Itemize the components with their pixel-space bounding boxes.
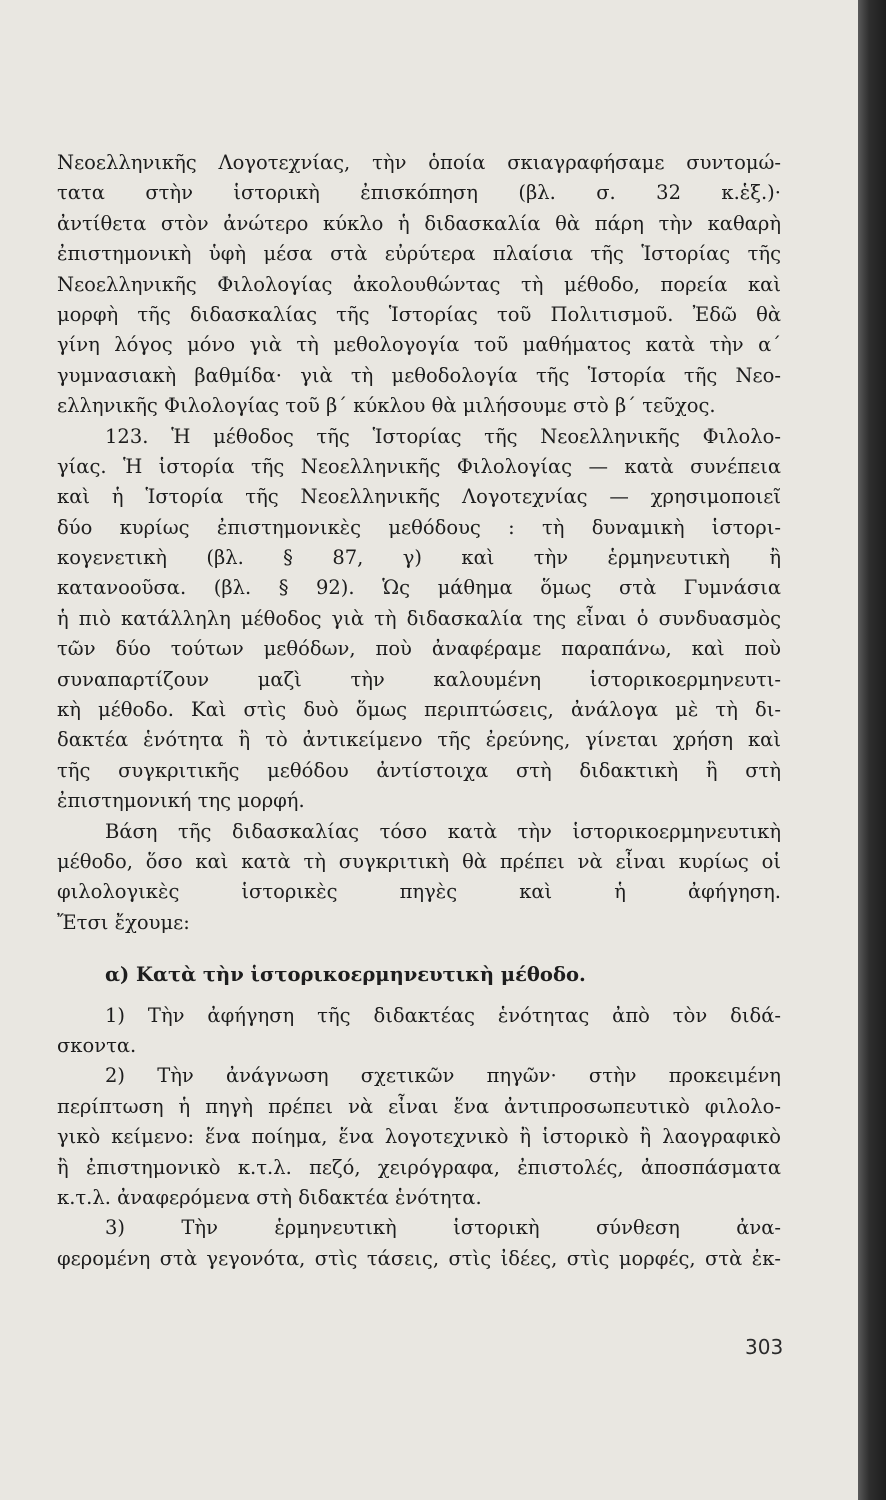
text-line: γίας. Ἡ ἱστορία τῆς Νεοελληνικῆς Φιλολογίας — κατὰ συνέπεια [57, 454, 781, 478]
page-text [57, 148, 781, 1274]
text-line: Νεοελληνικῆς Φιλολογίας ἀκολουθώντας τὴ μέθοδο, πορεία καὶ [57, 272, 781, 296]
text-line: καὶ ἡ Ἱστορία τῆς Νεοελληνικῆς Λογοτεχνίας — χρησιμοποιεῖ [57, 485, 781, 509]
text-line: κὴ μέθοδο. Καὶ στὶς δυὸ ὅμως περιπτώσεις, ἀνάλογα μὲ τὴ δι- [57, 698, 781, 722]
text-line: ἡ πιὸ κατάλληλη μέθοδος γιὰ τὴ διδασκαλία της εἶναι ὁ συνδυασμὸς [57, 606, 781, 630]
section-heading-line: 123. Ἡ μέθοδος τῆς Ἱστορίας τῆς Νεοελληνικῆς Φιλολο- [105, 424, 781, 448]
text-line: μορφὴ τῆς διδασκαλίας τῆς Ἱστορίας τοῦ Πολιτισμοῦ. Ἐδῶ θὰ [57, 302, 781, 326]
text-line: 2) Τὴν ἀνάγνωση σχετικῶν πηγῶν· στὴν προκειμένη [105, 1064, 781, 1088]
text-line: ἐπιστημονική της μορφή. [57, 789, 305, 813]
text-line: ἢ ἐπιστημονικὸ κ.τ.λ. πεζό, χειρόγραφα, ἐπιστολές, ἀποσπάσματα [57, 1155, 781, 1179]
text-line: 3) Τὴν ἑρμηνευτικὴ ἱστορικὴ σύνθεση ἀνα- [105, 1216, 781, 1240]
text-line: τῆς συγκριτικῆς μεθόδου ἀντίστοιχα στὴ διδακτικὴ ἢ στὴ [57, 758, 781, 782]
text-line: δακτέα ἑνότητα ἢ τὸ ἀντικείμενο τῆς ἐρεύνης, γίνεται χρήση καὶ [57, 728, 781, 752]
text-line: δύο κυρίως ἐπιστημονικὲς μεθόδους : τὴ δυναμικὴ ἱστορι- [57, 515, 781, 539]
text-line: 1) Τὴν ἀφήγηση τῆς διδακτέας ἑνότητας ἀπὸ τὸν διδά- [105, 1003, 781, 1027]
text-line: ἐπιστημονικὴ ὑφὴ μέσα στὰ εὐρύτερα πλαίσια τῆς Ἱστορίας τῆς [57, 242, 781, 266]
text-line: ἀντίθετα στὸν ἀνώτερο κύκλο ἡ διδασκαλία θὰ πάρη τὴν καθαρὴ [57, 211, 781, 235]
text-line: σκοντα. [57, 1033, 137, 1057]
text-line: κογενετικὴ (βλ. § 87, γ) καὶ τὴν ἑρμηνευτικὴ ἢ [57, 546, 781, 570]
text-line: περίπτωση ἡ πηγὴ πρέπει νὰ εἶναι ἕνα ἀντιπροσωπευτικὸ φιλολο- [57, 1094, 781, 1118]
text-line: μέθοδο, ὅσο καὶ κατὰ τὴ συγκριτικὴ θὰ πρέπει νὰ εἶναι κυρίως οἱ [57, 849, 781, 873]
text-line: ελληνικῆς Φιλολογίας τοῦ β´ κύκλου θὰ μιλήσουμε στὸ β´ τεῦχος. [57, 394, 716, 418]
text-line: Νεοελληνικῆς Λογοτεχνίας, τὴν ὁποία σκιαγραφήσαμε συντομώ- [57, 151, 781, 174]
subsection-heading [57, 960, 781, 990]
text-line: φιλολογικὲς ἱστορικὲς πηγὲς καὶ ἡ ἀφήγηση. [57, 880, 781, 904]
text-line: γικὸ κείμενο: ἕνα ποίημα, ἕνα λογοτεχνικὸ ἢ ἱστορικὸ ἢ λαογραφικὸ [57, 1125, 781, 1149]
text-line: κατανοοῦσα. (βλ. § 92). Ὡς μάθημα ὅμως στὰ Γυμνάσια [57, 576, 781, 600]
text-line: γυμνασιακὴ βαθμίδα· γιὰ τὴ μεθοδολογία τῆς Ἱστορία τῆς Νεο- [57, 363, 781, 387]
page-edge-shadow [858, 0, 886, 1500]
text-line: φερομένη στὰ γεγονότα, στὶς τάσεις, στὶς ἰδέες, στὶς μορφές, στὰ ἐκ- [57, 1246, 781, 1270]
text-line: κ.τ.λ. ἀναφερόμενα στὴ διδακτέα ἑνότητα. [57, 1185, 482, 1209]
text-line: Ἔτσι ἔχουμε: [57, 910, 190, 934]
page-number: 303 [745, 1335, 784, 1359]
text-line: συναπαρτίζουν μαζὶ τὴν καλουμένη ἱστορικοερμηνευτι- [57, 667, 781, 691]
subsection-heading-text: α) Κατὰ τὴν ἱστορικοερμηνευτικὴ μέθοδο. [105, 963, 586, 987]
text-line: τῶν δύο τούτων μεθόδων, ποὺ ἀναφέραμε παραπάνω, καὶ ποὺ [57, 637, 781, 661]
text-line: τατα στὴν ἱστορικὴ ἐπισκόπηση (βλ. σ. 32 κ.ἑξ.)· [57, 181, 781, 205]
text-line: γίνη λόγος μόνο γιὰ τὴ μεθολογογία τοῦ μαθήματος κατὰ τὴν α´ [57, 333, 781, 357]
text-line: Βάση τῆς διδασκαλίας τόσο κατὰ τὴν ἱστορικοερμηνευτικὴ [105, 819, 781, 843]
